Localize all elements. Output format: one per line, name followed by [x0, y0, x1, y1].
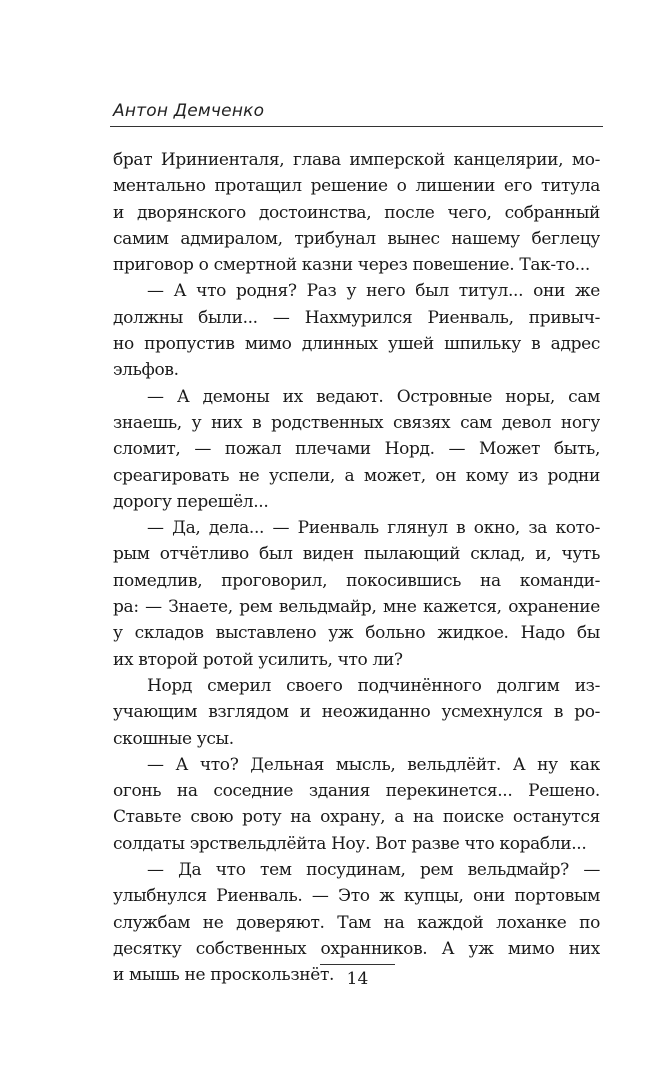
text-line: самим адмиралом, трибунал вынес нашему беглецу	[113, 228, 600, 249]
text-line: — А что? Дельная мысль, вельдлёйт. А ну как	[147, 754, 600, 775]
body-text	[113, 147, 600, 989]
text-line: ра: — Знаете, рем вельдмайр, мне кажется, охранение	[113, 597, 600, 618]
text-line: — А демоны их ведают. Островные норы, сам	[147, 386, 600, 407]
text-line: дорогу перешёл...	[113, 491, 269, 512]
text-line: Ставьте свою роту на охрану, а на поиске останутся	[113, 807, 600, 828]
running-head-author: Антон Демченко	[113, 101, 265, 121]
text-line: улыбнулся Риенваль. — Это ж купцы, они портовым	[113, 886, 600, 907]
text-line: солдаты эрствельдлёйта Ноу. Вот разве что корабли...	[113, 833, 587, 854]
text-line: среагировать не успели, а может, он кому из родни	[113, 465, 600, 486]
text-line: должны были... — Нахмурился Риенваль, привыч-	[113, 307, 600, 328]
text-line: приговор о смертной казни через повешение. Так-то...	[113, 255, 590, 276]
text-line: их второй ротой усилить, что ли?	[113, 649, 403, 670]
text-line: ментально протащил решение о лишении его титула	[113, 176, 600, 197]
text-line: рым отчётливо был виден пылающий склад, и, чуть	[113, 544, 600, 565]
text-line: огонь на соседние здания перекинется... Решено.	[113, 781, 600, 802]
text-line: помедлив, проговорил, покосившись на команди-	[113, 570, 600, 591]
text-line: сломит, — пожал плечами Норд. — Может быть,	[113, 439, 600, 460]
text-line: знаешь, у них в родственных связях сам девол ногу	[113, 412, 600, 433]
text-line: Норд смерил своего подчинённого долгим из-	[147, 675, 600, 696]
text-line: — А что родня? Раз у него был титул... они же	[147, 281, 600, 302]
text-line: учающим взглядом и неожиданно усмехнулся в ро-	[113, 702, 600, 723]
text-line: службам не доверяют. Там на каждой лоханке по	[113, 912, 600, 933]
text-line: и мышь не проскользнёт.	[113, 965, 335, 986]
text-line: — Да что тем посудинам, рем вельдмайр? —	[147, 860, 600, 881]
footer-rule	[320, 964, 395, 965]
text-line: — Да, дела... — Риенваль глянул в окно, за кото-	[147, 518, 600, 539]
text-line: скошные усы.	[113, 728, 234, 749]
text-line: эльфов.	[113, 360, 179, 381]
text-line: и дворянского достоинства, после чего, собранный	[113, 202, 600, 223]
page-number: 14	[346, 969, 369, 989]
text-line: брат Ириниенталя, глава имперской канцелярии, мо-	[113, 150, 600, 170]
text-line: десятку собственных охранников. А уж мимо них	[113, 938, 600, 959]
text-line: но пропустив мимо длинных ушей шпильку в адрес	[113, 334, 600, 355]
header-rule	[110, 126, 603, 127]
text-line: у складов выставлено уж больно жидкое. Надо бы	[113, 623, 600, 644]
